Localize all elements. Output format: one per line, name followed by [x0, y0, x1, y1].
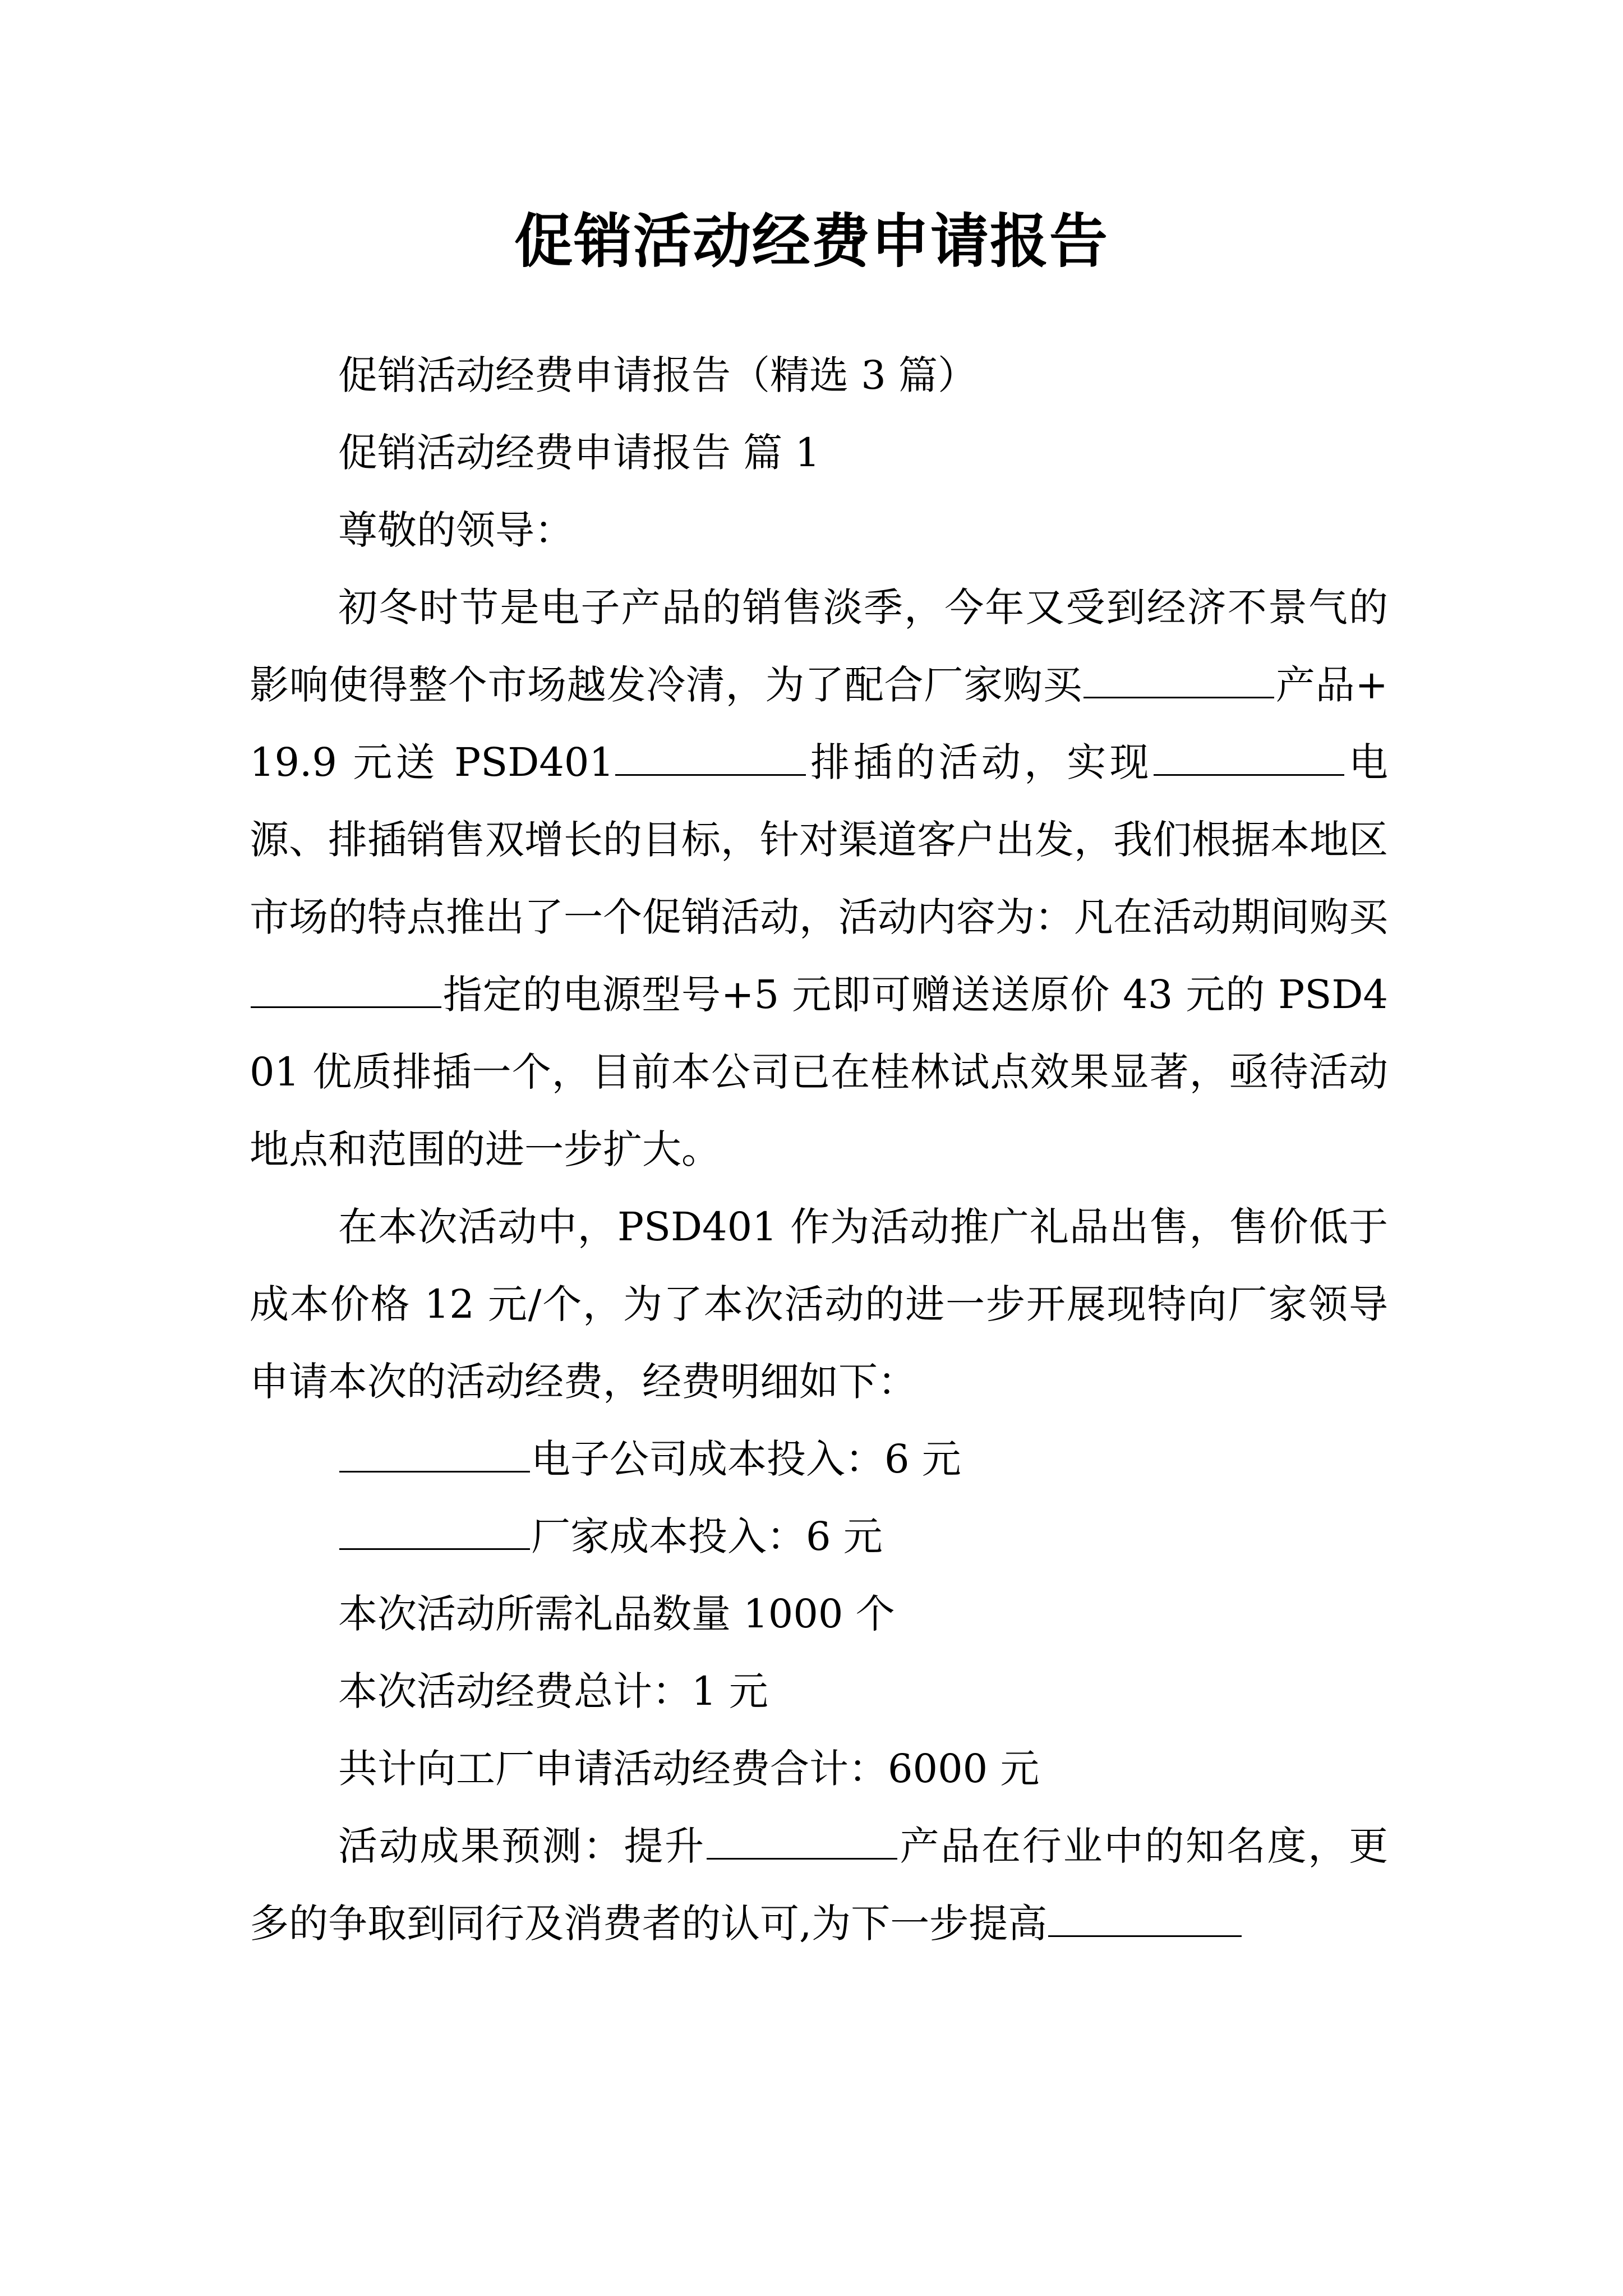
paragraph-gift-quantity: [250, 1575, 1388, 1653]
paragraph-text: 在本次活动中，PSD401 作为活动推广礼品出售，售价低于成本价格 12 元/个，为了本次活动的进一步开展现特向厂家领导申请本次的活动经费，经费明细如下：: [250, 1204, 1388, 1405]
fill-in-blank: [339, 1432, 530, 1473]
paragraph-text: 产品在行业中的知名度，更多的争取到同行及消费者的认可,为下一步提高: [250, 1823, 1389, 1947]
paragraph-text: 产品+19.9 元送 PSD401: [250, 662, 1389, 785]
paragraph-text: 电源、排插销售双增长的目标，针对渠道客户出发，我们根据本地区市场的特点推出了一个促销活动，活动内容为：凡在活动期间购买: [250, 739, 1388, 940]
paragraph-text: 促销活动经费申请报告 篇 1: [338, 430, 820, 476]
fill-in-blank: [251, 967, 441, 1008]
paragraph-text: 本次活动所需礼品数量 1000 个: [338, 1591, 895, 1637]
fill-in-blank: [615, 735, 806, 776]
paragraph-chapter-heading: [250, 414, 1388, 491]
fill-in-blank: [339, 1509, 530, 1550]
paragraph-text: 初冬时节是电子产品的销售淡季，今年又受到经济不景气的影响使得整个市场越发冷清，为了配合厂家购买: [250, 585, 1388, 708]
paragraph-activity: [250, 1188, 1388, 1420]
paragraph-subtitle: [250, 337, 1388, 414]
paragraph-text: 尊敬的领导：: [338, 507, 574, 553]
paragraph-text: 活动成果预测：提升: [338, 1823, 706, 1869]
paragraph-salutation: [250, 491, 1388, 569]
document-title: 促销活动经费申请报告: [514, 206, 1109, 275]
fill-in-blank: [1083, 657, 1274, 698]
fill-in-blank: [1048, 1896, 1242, 1937]
paragraph-cost-electronics: [250, 1420, 1388, 1498]
fill-in-blank: [1154, 735, 1344, 776]
paragraph-text: 共计向工厂申请活动经费合计：6000 元: [338, 1746, 1040, 1792]
paragraph-text: 本次活动经费总计：1 元: [338, 1668, 768, 1714]
paragraph-apply-total: [250, 1730, 1388, 1807]
fill-in-blank: [707, 1819, 897, 1860]
paragraph-text: 排插的活动，实现: [806, 739, 1152, 785]
paragraph-cost-factory: [250, 1498, 1388, 1575]
paragraph-text: 厂家成本投入：6 元: [531, 1513, 883, 1559]
document-body: [250, 337, 1388, 1962]
paragraph-forecast: [250, 1807, 1388, 1962]
paragraph-text: 电子公司成本投入：6 元: [531, 1436, 961, 1482]
paragraph-text: 指定的电源型号+5 元即可赠送送原价 43 元的 PSD401 优质排插一个，目前本公司已在桂林试点效果显著，亟待活动地点和范围的进一步扩大。: [250, 972, 1388, 1172]
paragraph-text: 促销活动经费申请报告（精选 3 篇）: [338, 352, 978, 398]
paragraph-intro: [250, 569, 1388, 1188]
paragraph-total-cost: [250, 1653, 1388, 1730]
